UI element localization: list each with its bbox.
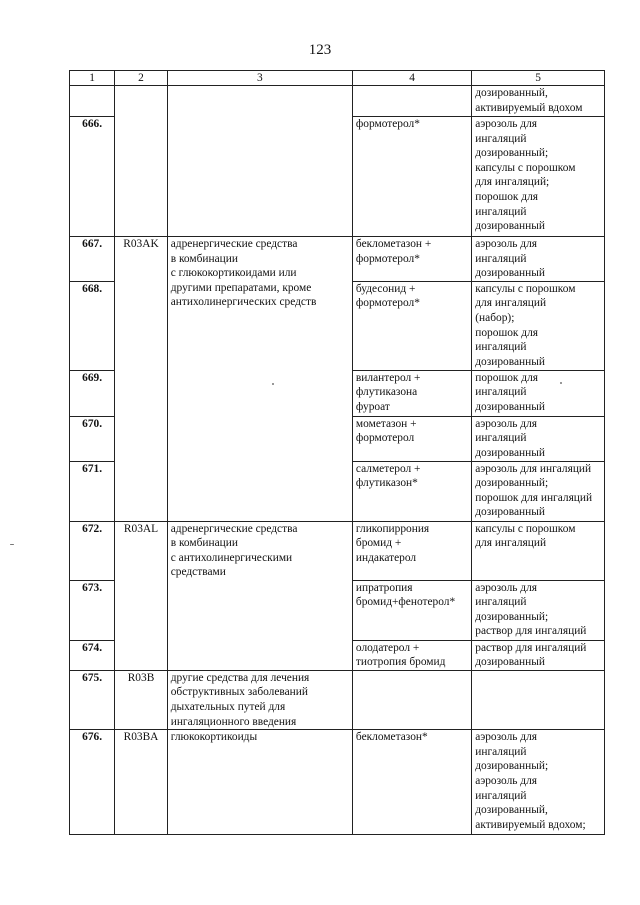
substance: беклометазон + формотерол* <box>352 237 471 282</box>
dosage-form: дозированный, активируемый вдохом <box>472 86 605 117</box>
row-number: 673. <box>70 580 115 640</box>
row-number: 670. <box>70 416 115 461</box>
atc-code <box>115 86 167 237</box>
dosage-form: раствор для ингаляций дозированный <box>472 640 605 670</box>
scan-speck <box>560 382 562 384</box>
dosage-form: капсулы с порошком для ингаляций (набор); порошок для ингаляций дозированный <box>472 281 605 370</box>
row-number: 674. <box>70 640 115 670</box>
row-number: 667. <box>70 237 115 282</box>
row-number <box>70 86 115 117</box>
row-number: 675. <box>70 670 115 729</box>
substance <box>352 86 471 117</box>
atc-group: другие средства для лечения обструктивных заболеваний дыхательных путей для ингаляционного введения <box>167 670 352 729</box>
row-number: 671. <box>70 461 115 521</box>
header-col-2: 2 <box>115 71 167 86</box>
substance: будесонид + формотерол* <box>352 281 471 370</box>
substance: олодатерол + тиотропия бромид <box>352 640 471 670</box>
substance: вилантерол + флутиказона фуроат <box>352 370 471 416</box>
atc-group: адренергические средства в комбинации с антихолинергическими средствами <box>167 521 352 670</box>
scan-speck <box>10 544 14 545</box>
atc-group: глюкокортикоиды <box>167 730 352 835</box>
atc-code: R03AK <box>115 237 167 522</box>
atc-code: R03AL <box>115 521 167 670</box>
dosage-form: порошок для ингаляций дозированный <box>472 370 605 416</box>
dosage-form: аэрозоль для ингаляций дозированный; аэрозоль для ингаляций дозированный, активируемый вдохом; <box>472 730 605 835</box>
row-number: 669. <box>70 370 115 416</box>
atc-group <box>167 86 352 237</box>
header-col-1: 1 <box>70 71 115 86</box>
table-row <box>70 521 605 580</box>
atc-code: R03BA <box>115 730 167 835</box>
substance: формотерол* <box>352 117 471 237</box>
table-row-continuation <box>70 86 605 117</box>
dosage-form: аэрозоль для ингаляций дозированный; капсулы с порошком для ингаляций; порошок для ингаляций дозированный <box>472 117 605 237</box>
atc-group: адренергические средства в комбинации с глюкокортикоидами или другими препаратами, кроме антихолинергических средств <box>167 237 352 522</box>
header-col-4: 4 <box>352 71 471 86</box>
substance: ипратропия бромид+фенотерол* <box>352 580 471 640</box>
substance: мометазон + формотерол <box>352 416 471 461</box>
row-number: 672. <box>70 521 115 580</box>
row-number: 666. <box>70 117 115 237</box>
row-number: 668. <box>70 281 115 370</box>
scan-speck <box>272 383 274 385</box>
row-number: 676. <box>70 730 115 835</box>
substance <box>352 670 471 729</box>
atc-code: R03B <box>115 670 167 729</box>
dosage-form: аэрозоль для ингаляций дозированный; раствор для ингаляций <box>472 580 605 640</box>
substance: беклометазон* <box>352 730 471 835</box>
page-number: 123 <box>308 42 332 58</box>
substance: салметерол + флутиказон* <box>352 461 471 521</box>
table-row <box>70 670 605 729</box>
dosage-form <box>472 670 605 729</box>
dosage-form: капсулы с порошком для ингаляций <box>472 521 605 580</box>
drug-classification-table <box>69 70 605 835</box>
column-number-header <box>70 71 605 86</box>
header-col-5: 5 <box>472 71 605 86</box>
dosage-form: аэрозоль для ингаляций дозированный; порошок для ингаляций дозированный <box>472 461 605 521</box>
dosage-form: аэрозоль для ингаляций дозированный <box>472 416 605 461</box>
header-col-3: 3 <box>167 71 352 86</box>
table-row <box>70 730 605 835</box>
dosage-form: аэрозоль для ингаляций дозированный <box>472 237 605 282</box>
table-row <box>70 237 605 282</box>
substance: гликопиррония бромид + индакатерол <box>352 521 471 580</box>
